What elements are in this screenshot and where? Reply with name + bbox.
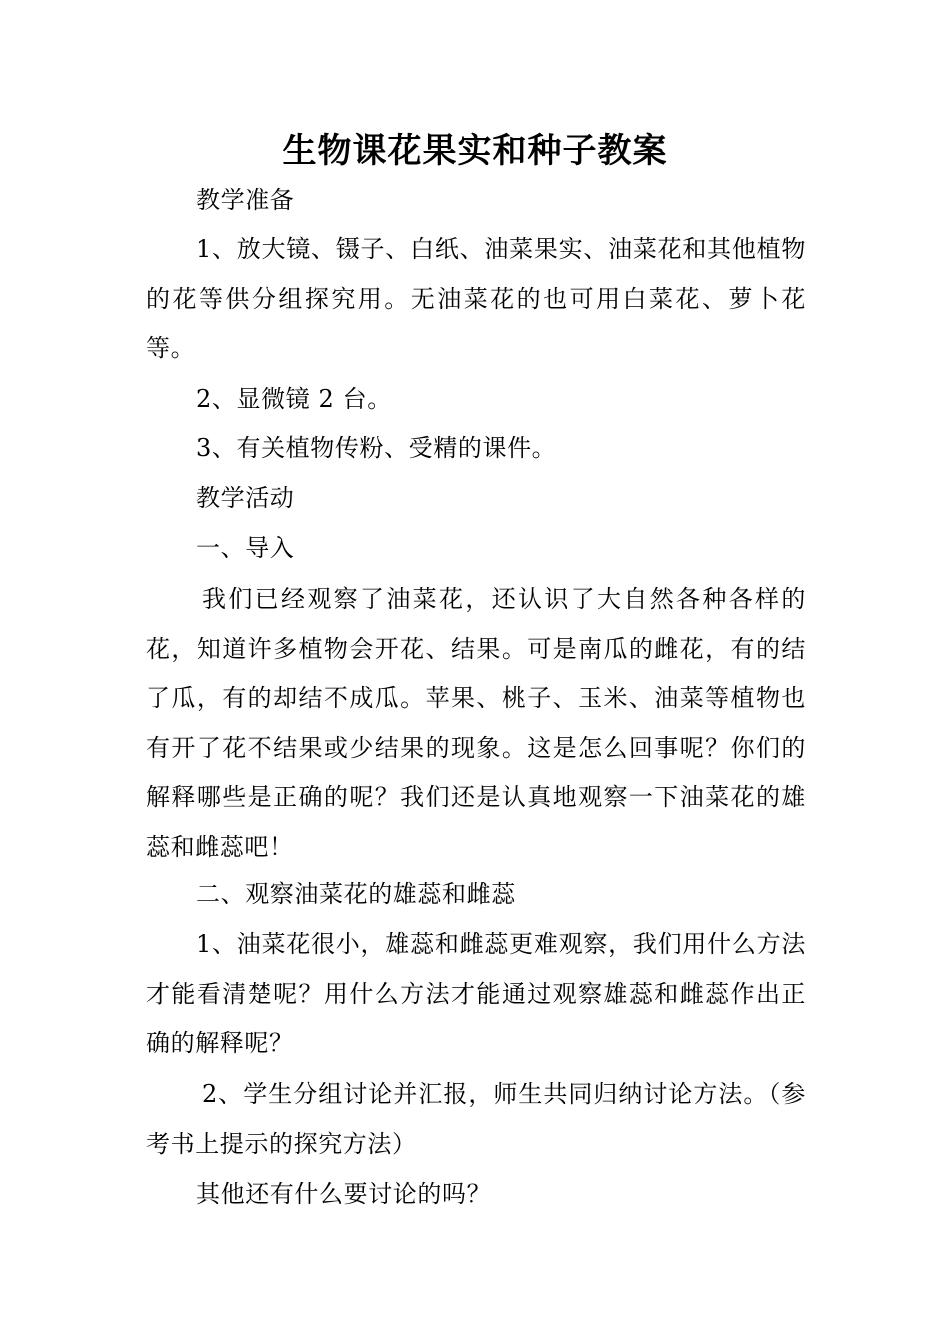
paragraph-courseware: 3、有关植物传粉、受精的课件。 <box>196 434 557 462</box>
document-title: 生物课花果实和种子教案 <box>282 131 668 171</box>
paragraph-group-discussion: 2、学生分组讨论并汇报，师生共同归纳讨论方法。（参考书上提示的探究方法） <box>146 1080 806 1158</box>
paragraph-other-topics: 其他还有什么要讨论的吗？ <box>196 1180 492 1208</box>
paragraph-microscope: 2、显微镜 2 台。 <box>196 385 392 413</box>
paragraph-materials: 1、放大镜、镊子、白纸、油菜果实、油菜花和其他植物的花等供分组探究用。无油菜花的也可用白菜花、萝卜花等。 <box>146 235 806 362</box>
section-heading-observe: 二、观察油菜花的雄蕊和雌蕊 <box>196 880 516 908</box>
section-heading-preparation: 教学准备 <box>196 186 295 214</box>
paragraph-observe-question: 1、油菜花很小，雄蕊和雌蕊更难观察，我们用什么方法才能看清楚呢？用什么方法才能通过观察雄蕊和雌蕊作出正确的解释呢？ <box>146 930 806 1057</box>
section-heading-introduction: 一、导入 <box>196 534 295 562</box>
section-heading-activities: 教学活动 <box>196 484 295 512</box>
paragraph-introduction: 我们已经观察了油菜花，还认识了大自然各种各样的花，知道许多植物会开花、结果。可是南瓜的雌花，有的结了瓜，有的却结不成瓜。苹果、桃子、玉米、油菜等植物也有开了花不结果或少结果的现象。这是怎么回事呢？你们的解释哪些是正确的呢？我们还是认真地观察一下油菜花的雄蕊和雌蕊吧！ <box>146 585 806 861</box>
